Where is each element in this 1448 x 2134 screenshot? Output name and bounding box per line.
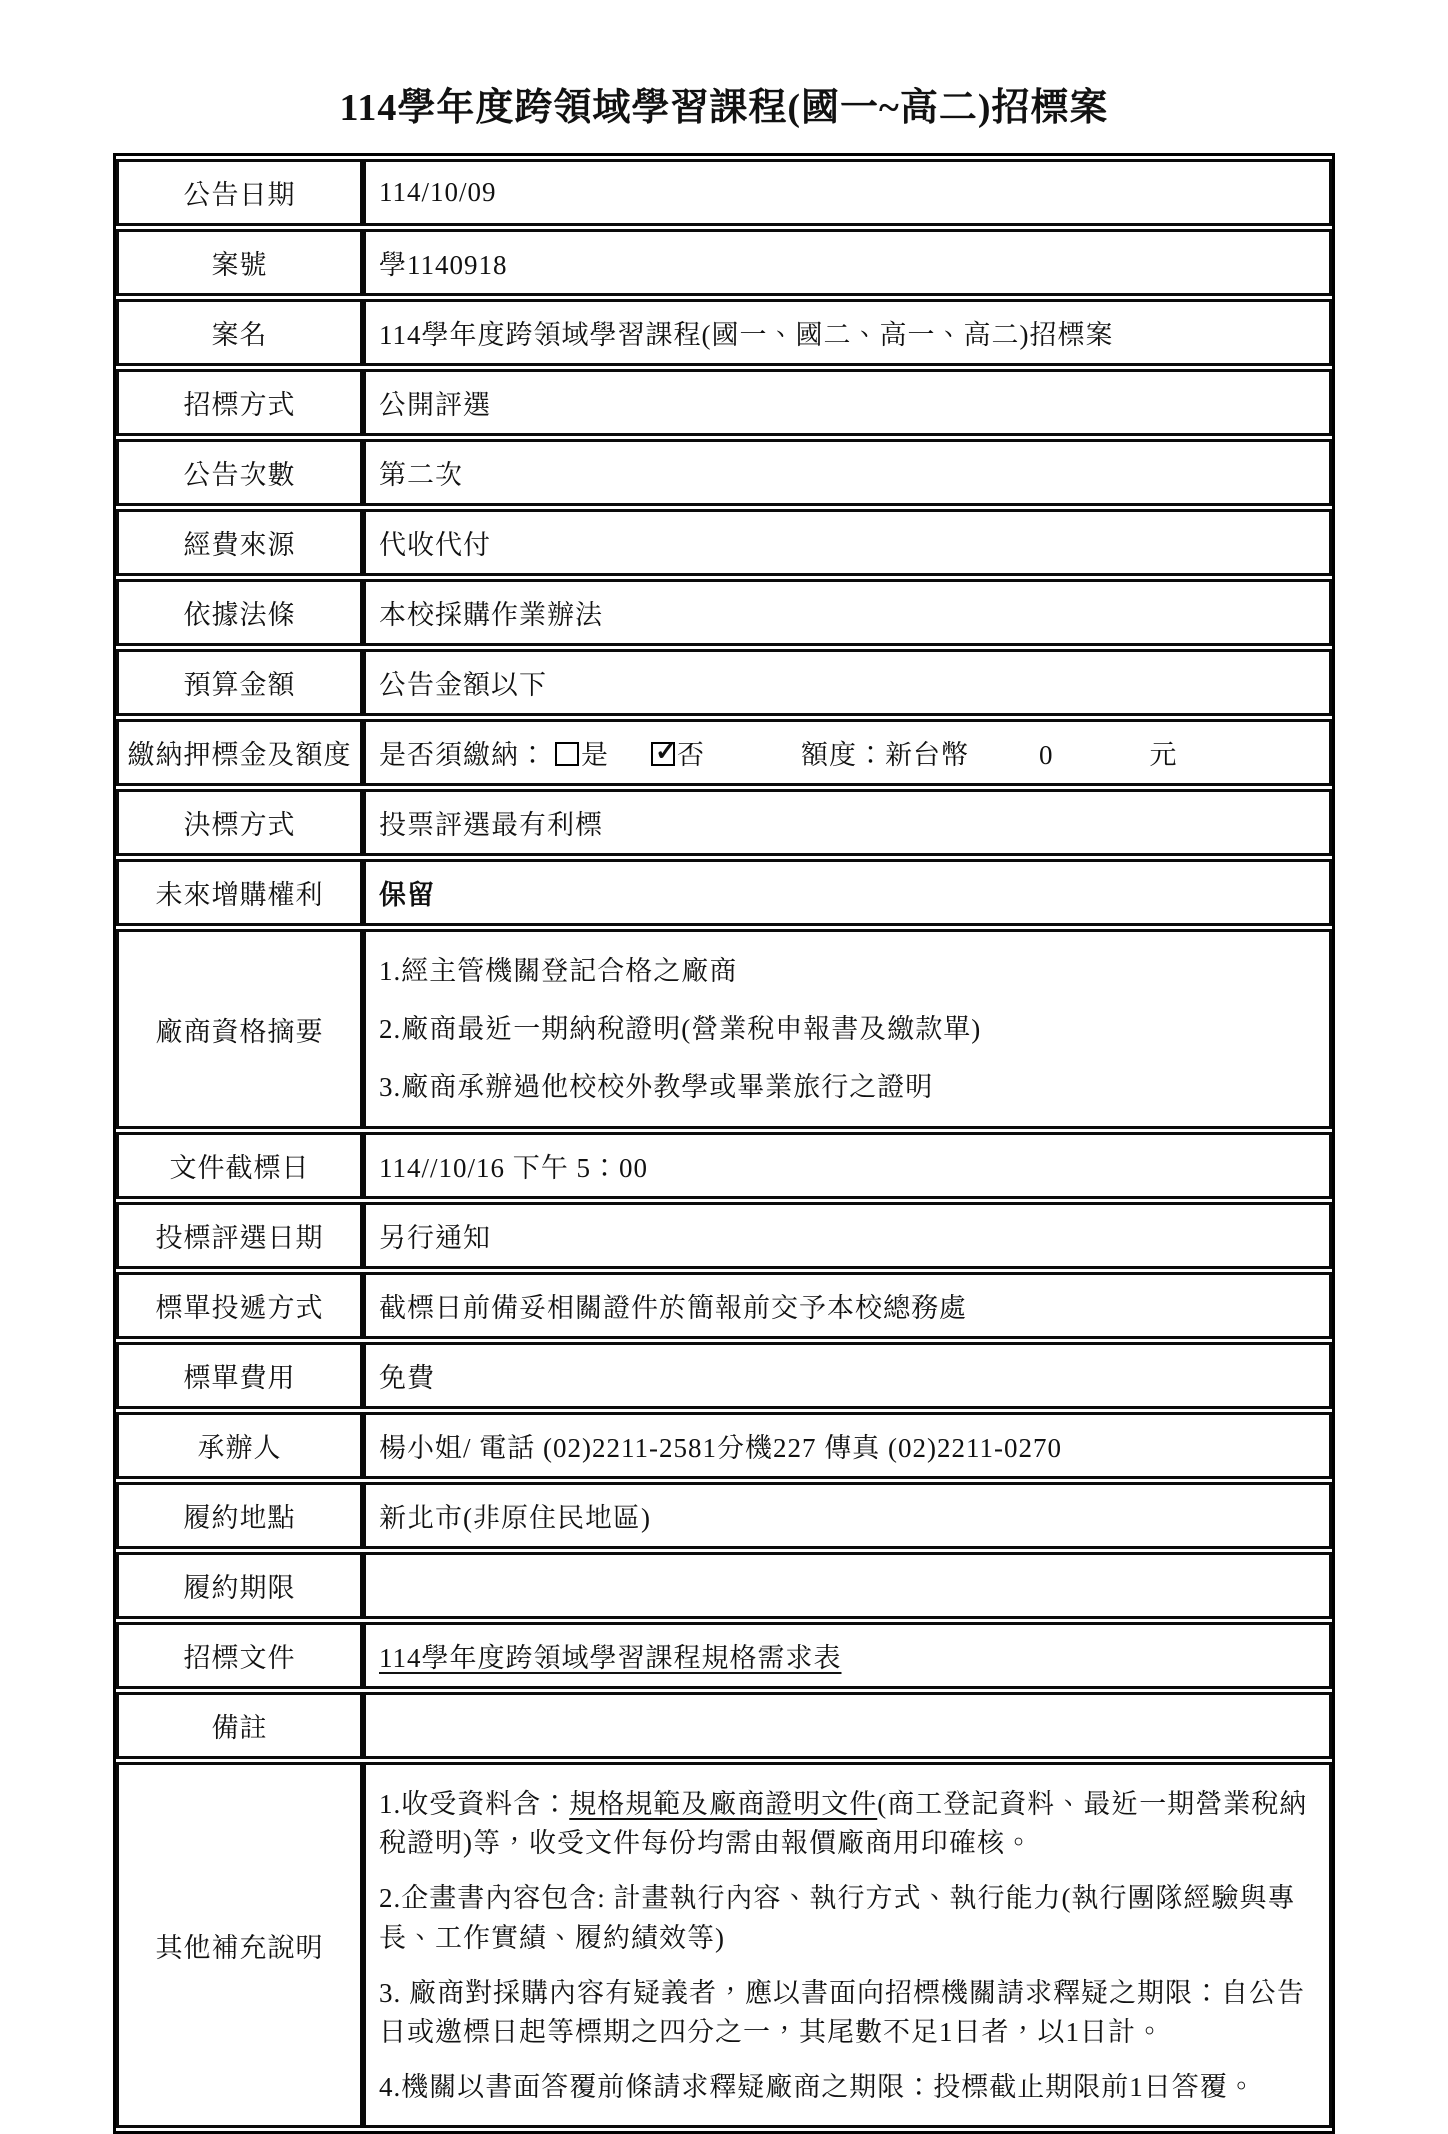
deposit-amount-label: 額度：新台幣 [801, 740, 969, 770]
row-value [363, 1622, 1332, 1689]
table-row-deposit [116, 719, 1332, 786]
row-value: 投票評選最有利標 [363, 789, 1332, 856]
row-label: 公告次數 [116, 439, 363, 506]
row-label: 案號 [116, 229, 363, 296]
table-row [116, 1482, 1332, 1549]
row-value: 免費 [363, 1342, 1332, 1409]
row-value: 公開評選 [363, 369, 1332, 436]
row-value [363, 1762, 1332, 2128]
table-row [116, 439, 1332, 506]
row-label: 履約期限 [116, 1552, 363, 1619]
table-row [116, 579, 1332, 646]
checkbox-yes-icon [555, 742, 579, 766]
deposit-yes-label: 是 [581, 740, 609, 770]
row-value [363, 929, 1332, 1129]
table-row [116, 789, 1332, 856]
deposit-amount: 0 [1039, 740, 1054, 770]
row-label: 招標方式 [116, 369, 363, 436]
qualification-line: 3.廠商承辦過他校校外教學或畢業旅行之證明 [379, 1072, 934, 1103]
row-label: 投標評選日期 [116, 1202, 363, 1269]
table-row [116, 1342, 1332, 1409]
row-label: 公告日期 [116, 159, 363, 226]
table-row [116, 229, 1332, 296]
note-item: 4.機關以書面答覆前條請求釋疑廠商之期限：投標截止期限前1日答覆。 [379, 2071, 1256, 2102]
row-value [363, 1692, 1332, 1759]
table-row [116, 1272, 1332, 1339]
row-value: 代收代付 [363, 509, 1332, 576]
row-label: 案名 [116, 299, 363, 366]
row-value [363, 719, 1332, 786]
row-label: 依據法條 [116, 579, 363, 646]
deposit-unit: 元 [1149, 740, 1178, 770]
table-row [116, 859, 1332, 926]
table-row [116, 1412, 1332, 1479]
table-row [116, 1692, 1332, 1759]
row-label: 其他補充說明 [116, 1762, 363, 2128]
note-item: 2.企畫書內容包含: 計畫執行內容、執行方式、執行能力(執行團隊經驗與專長、工作實績、履約績效等) [379, 1883, 1296, 1953]
page-title: 114學年度跨領域學習課程(國一~高二)招標案 [339, 87, 1109, 129]
row-value: 另行通知 [363, 1202, 1332, 1269]
row-label: 文件截標日 [116, 1132, 363, 1199]
row-value: 保留 [363, 859, 1332, 926]
row-label: 備註 [116, 1692, 363, 1759]
note-underlined-text: 規格規範及廠商證明文件 [569, 1789, 878, 1820]
row-label: 標單投遞方式 [116, 1272, 363, 1339]
table-row [116, 1202, 1332, 1269]
table-row [116, 649, 1332, 716]
qualification-line: 2.廠商最近一期納稅證明(營業稅申報書及繳款單) [379, 1014, 982, 1045]
qualification-line: 1.經主管機關登記合格之廠商 [379, 956, 738, 986]
row-label: 預算金額 [116, 649, 363, 716]
row-label: 經費來源 [116, 509, 363, 576]
tender-document-link: 114學年度跨領域學習課程規格需求表 [379, 1643, 842, 1674]
row-label: 廠商資格摘要 [116, 929, 363, 1129]
row-label: 標單費用 [116, 1342, 363, 1409]
row-label: 未來增購權利 [116, 859, 363, 926]
table-row-tender-document [116, 1622, 1332, 1689]
note-item: 1.收受資料含：規格規範及廠商證明文件(商工登記資料、最近一期營業稅納稅證明)等，收受文件每份均需由報價廠商用印確核。 [379, 1789, 1308, 1859]
deposit-no-label: 否 [677, 740, 705, 770]
checkbox-no-checked-icon [651, 742, 675, 766]
table-row [116, 299, 1332, 366]
table-row [116, 369, 1332, 436]
table-row [116, 1552, 1332, 1619]
row-value: 114學年度跨領域學習課程(國一、國二、高一、高二)招標案 [363, 299, 1332, 366]
row-value: 第二次 [363, 439, 1332, 506]
row-value: 截標日前備妥相關證件於簡報前交予本校總務處 [363, 1272, 1332, 1339]
row-label: 繳納押標金及額度 [116, 719, 363, 786]
row-label: 決標方式 [116, 789, 363, 856]
row-value: 本校採購作業辦法 [363, 579, 1332, 646]
row-value: 楊小姐/ 電話 (02)2211-2581分機227 傳真 (02)2211-0270 [363, 1412, 1332, 1479]
table-row [116, 509, 1332, 576]
table-row [116, 1132, 1332, 1199]
deposit-question: 是否須繳納： [379, 740, 547, 770]
row-value: 公告金額以下 [363, 649, 1332, 716]
table-row-qualifications [116, 929, 1332, 1129]
row-value [363, 1552, 1332, 1619]
row-value: 學1140918 [363, 229, 1332, 296]
tender-table [113, 153, 1335, 2134]
row-label: 履約地點 [116, 1482, 363, 1549]
table-row [116, 159, 1332, 226]
row-value: 114/10/09 [363, 159, 1332, 226]
row-label: 招標文件 [116, 1622, 363, 1689]
row-value: 新北市(非原住民地區) [363, 1482, 1332, 1549]
table-row-notes [116, 1762, 1332, 2128]
note-item: 3. 廠商對採購內容有疑義者，應以書面向招標機關請求釋疑之期限：自公告日或邀標日起等標期之四分之一，其尾數不足1日者，以1日計。 [379, 1977, 1305, 2047]
row-label: 承辦人 [116, 1412, 363, 1479]
row-value: 114//10/16 下午 5：00 [363, 1132, 1332, 1199]
